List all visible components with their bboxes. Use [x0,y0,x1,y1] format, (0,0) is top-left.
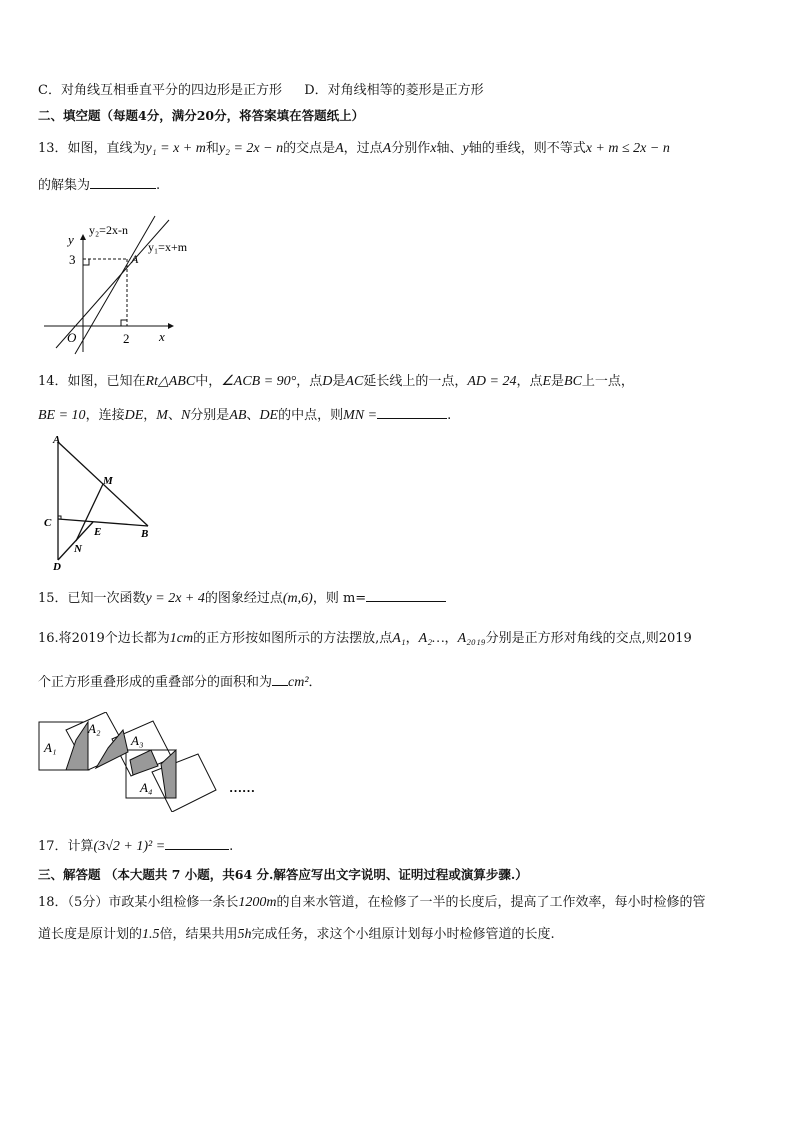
label-A3: A₃ [131,733,144,748]
label-O: O [67,330,77,345]
answer-blank[interactable] [366,588,446,602]
q14-triangle-figure [38,432,158,572]
label-A2: A₂ [88,721,101,736]
section3-title: 三、解答题 （本大题共 7 小题，共64 分.解答应写出文字说明、证明过程或演算步骤.） [38,867,528,882]
q15-line: 15．已知一次函数y = 2x + 4的图象经过点(m,6)，则 m= [38,588,446,608]
eq-y1: y₁ = x + m [145,141,206,156]
answer-blank[interactable] [272,672,288,686]
label-M: M [103,475,113,487]
label-A: A [53,434,61,446]
label-N: N [74,543,82,555]
label-y2: y₂=2x-n [89,223,128,237]
answer-blank[interactable] [90,175,156,189]
label-A: A [131,252,139,266]
y-arrow [80,234,86,240]
eq-y2: y₂ = 2x − n [218,141,284,156]
q13-graph [42,212,202,360]
label-D: D [53,561,61,572]
section2-title: 二、填空题（每题4分，满分20分，将答案填在答题纸上） [38,108,365,123]
segment-CB [58,519,148,526]
q16-squares-figure [36,712,266,812]
label-y: y [68,232,74,247]
q16-line2: 个正方形重叠形成的重叠部分的面积和为 cm²． [38,672,322,692]
answer-blank[interactable] [165,836,229,850]
label-y1: y₁=x+m [148,240,188,254]
right-angle-mark-x [121,320,127,326]
q13-line1: 13．如图，直线为y₁ = x + m和y₂ = 2x − n的交点是A，过点A分别作x轴、y轴的垂线，则不等式x + m ≤ 2x − n [38,141,670,156]
label-2: 2 [123,331,130,346]
q16-line1: 16.将2019个边长都为1cm的正方形按如图所示的方法摆放,点A₁，A₂…，A₂₀₁₉分别是正方形对角线的交点,则2019 [38,631,692,646]
label-B: B [141,528,149,540]
x-arrow [168,323,174,329]
inequality: x + m ≤ 2x − n [585,141,670,156]
label-3: 3 [69,252,76,267]
ellipsis: …… [229,780,255,795]
option-c: C．对角线互相垂直平分的四边形是正方形 [38,83,282,98]
option-d: D．对角线相等的菱形是正方形 [304,83,484,98]
q12-options-line [38,82,484,100]
q14-line2: BE = 10，连接DE，M、N分别是AB、DE的中点，则MN = . [38,405,451,425]
label-C: C [44,517,52,529]
right-angle-mark-y [83,259,89,265]
q18-line1: 18．（5分）市政某小组检修一条长1200m的自来水管道，在检修了一半的长度后，提高了工作效率，每小时检修的管 [38,895,706,910]
answer-blank[interactable] [377,405,447,419]
label-E: E [94,526,102,538]
q13-line2: 的解集为 . [38,175,160,195]
label-A4: A₄ [140,780,153,795]
label-x: x [159,329,165,344]
q14-line1: 14．如图，已知在Rt△ABC中，∠ACB = 90°，点D是AC延长线上的一点，AD = 24，点E是BC上一点， [38,374,634,389]
q18-line2: 道长度是原计划的1.5倍，结果共用5h完成任务，求这个小组原计划每小时检修管道的长度. [38,927,555,942]
label-A1: A₁ [44,740,57,755]
q17-line: 17．计算(3√2 + 1)² = . [38,836,233,856]
